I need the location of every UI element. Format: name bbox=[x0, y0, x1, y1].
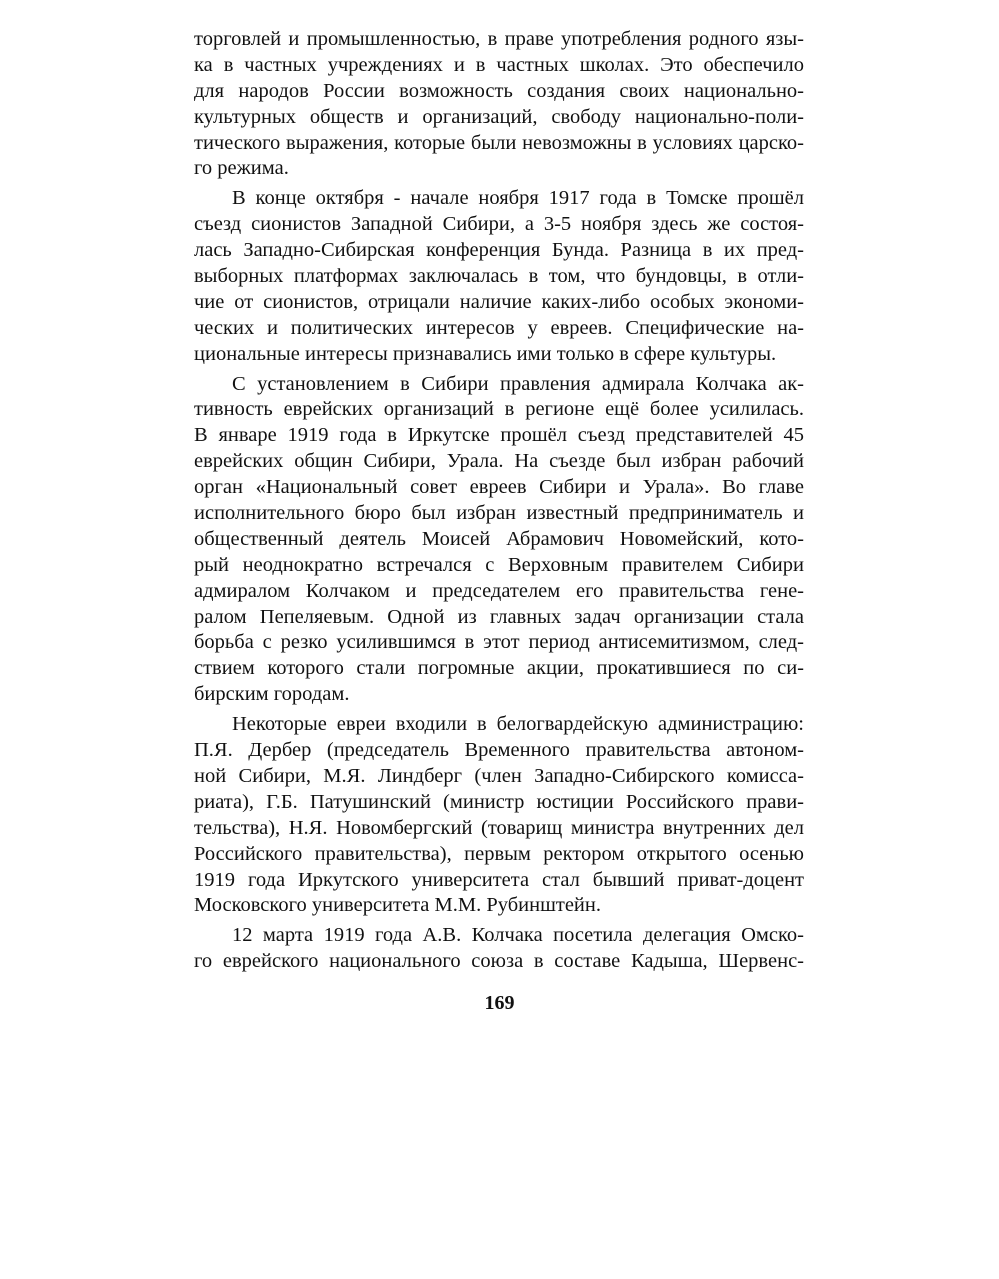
text-line: го режима. bbox=[194, 157, 289, 180]
text-line: В конце октября - начале ноября 1917 года в Томске прошёл bbox=[232, 187, 804, 210]
text-line: риата), Г.Б. Патушинский (министр юстиции Российского прави- bbox=[194, 790, 804, 813]
text-line: Некоторые евреи входили в белогвардейскую администрацию: bbox=[232, 713, 804, 736]
text-line: тивность еврейских организаций в регионе ещё более усилилась. bbox=[194, 398, 804, 421]
text-line: еврейских общин Сибири, Урала. На съезде был избран рабочий bbox=[194, 450, 804, 473]
text-line: ралом Пепеляевым. Одной из главных задач организации стала bbox=[194, 605, 804, 628]
text-line: ческих и политических интересов у евреев. Специфические на- bbox=[194, 316, 804, 339]
text-line: общественный деятель Моисей Абрамович Новомейский, кото- bbox=[194, 527, 804, 550]
text-line: П.Я. Дербер (председатель Временного правительства автоном- bbox=[194, 739, 804, 762]
text-line: лась Западно-Сибирская конференция Бунда. Разница в их пред- bbox=[194, 239, 804, 262]
page-number: 169 bbox=[484, 992, 515, 1014]
text-line: адмиралом Колчаком и председателем его правительства гене- bbox=[194, 579, 804, 602]
text-line: рый неоднократно встречался с Верховным правителем Сибири bbox=[194, 553, 804, 576]
text-line: торговлей и промышленностью, в праве употребления родного язы- bbox=[194, 28, 804, 50]
text-line: культурных обществ и организаций, свободу национально-поли- bbox=[194, 105, 804, 128]
paragraph bbox=[194, 923, 804, 975]
paragraph bbox=[194, 27, 804, 182]
text-line: Российского правительства), первым ректором открытого осенью bbox=[194, 842, 804, 865]
text-line: ствием которого стали погромные акции, прокатившиеся по си- bbox=[194, 657, 804, 680]
text-line: В январе 1919 года в Иркутске прошёл съезд представителей 45 bbox=[194, 424, 804, 447]
text-line: циональные интересы признавались ими только в сфере культуры. bbox=[194, 342, 777, 365]
text-line: выборных платформах заключалась в том, что бундовцы, в отли- bbox=[194, 265, 804, 288]
text-line: тического выражения, которые были невозможны в условиях царско- bbox=[194, 131, 804, 154]
text-line: тельства), Н.Я. Новомбергский (товарищ министра внутренних дел bbox=[194, 816, 804, 839]
text-line: 1919 года Иркутского университета стал бывший приват-доцент bbox=[194, 868, 804, 891]
text-line: для народов России возможность создания своих национально- bbox=[194, 79, 804, 102]
text-line: ной Сибири, М.Я. Линдберг (член Западно-Сибирского комисса- bbox=[194, 764, 804, 787]
paragraph bbox=[194, 186, 804, 367]
text-line: го еврейского национального союза в составе Кадыша, Шервенс- bbox=[194, 950, 804, 973]
text-line: С установлением в Сибири правления адмирала Колчака ак- bbox=[232, 372, 804, 395]
text-line: 12 марта 1919 года А.В. Колчака посетила делегация Омско- bbox=[232, 924, 804, 947]
text-line: орган «Национальный совет евреев Сибири и Урала». Во главе bbox=[194, 476, 804, 499]
paragraph bbox=[194, 372, 804, 709]
text-line: бирским городам. bbox=[194, 683, 350, 706]
paragraph bbox=[194, 712, 804, 919]
body-text bbox=[194, 27, 804, 979]
text-line: чие от сионистов, отрицали наличие каких-либо особых экономи- bbox=[194, 290, 804, 313]
text-line: ка в частных учреждениях и в частных школах. Это обеспечило bbox=[194, 53, 804, 76]
text-line: исполнительного бюро был избран известный предприниматель и bbox=[194, 502, 804, 525]
text-line: Московского университета М.М. Рубинштейн. bbox=[194, 894, 601, 917]
text-line: борьба с резко усилившимся в этот период антисемитизмом, след- bbox=[194, 631, 804, 654]
text-line: съезд сионистов Западной Сибири, а 3-5 ноября здесь же состоя- bbox=[194, 213, 804, 236]
